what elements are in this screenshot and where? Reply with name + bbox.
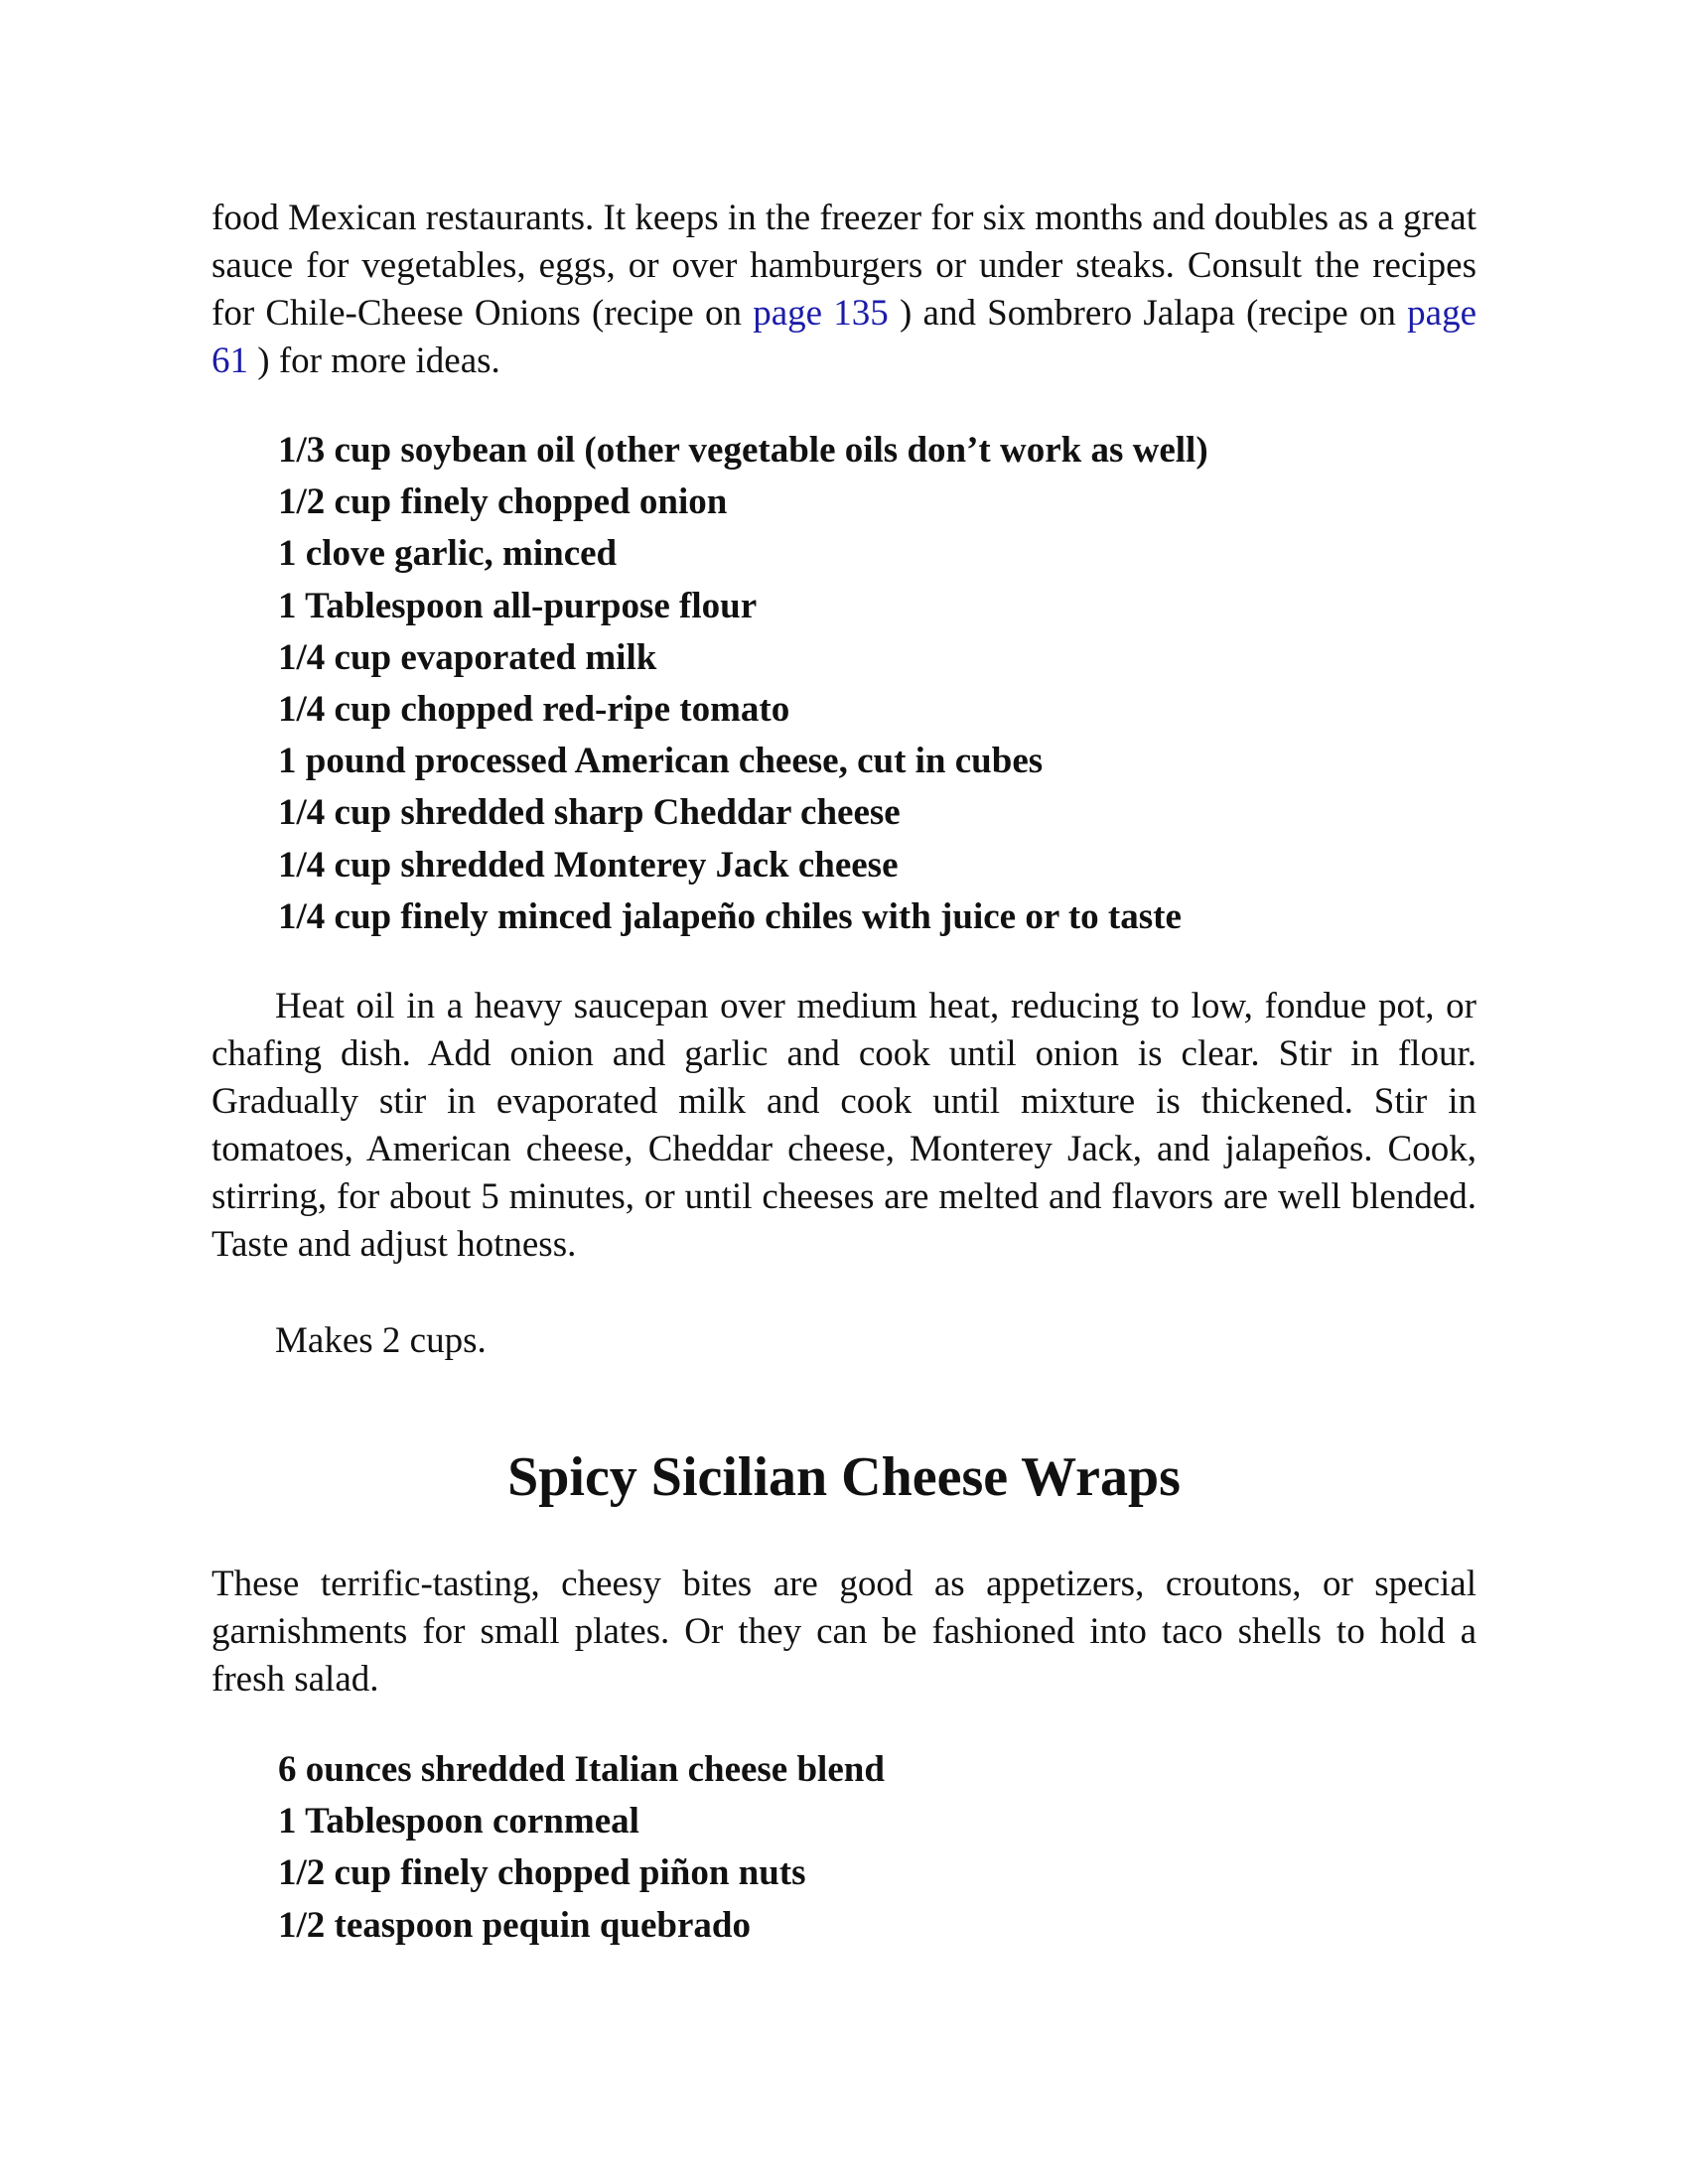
recipe-intro-paragraph: These terrific-tasting, cheesy bites are good as appetizers, croutons, or special garnishments for small plates. Or they can be fashioned into taco shells to hold a fresh salad. bbox=[211, 1564, 1477, 1701]
ingredient-item: 1/4 cup shredded Monterey Jack cheese bbox=[278, 844, 899, 886]
yield-text: Makes 2 cups. bbox=[275, 1320, 487, 1362]
intro-paragraph bbox=[211, 195, 1477, 385]
method-paragraph: Heat oil in a heavy saucepan over medium heat, reducing to low, fondue pot, or chafing dish. Add onion and garlic and cook until onion is clear. Stir in flour. Gradually stir in evaporated milk and cook until mixture is thickened. Stir in tomatoes, American cheese, Cheddar cheese, Monterey Jack, and jalapeños. Cook, stirring, for about 5 minutes, or until cheeses are melted and flavors are well blended. Taste and adjust hotness. bbox=[211, 986, 1477, 1266]
ingredient-item: 1/2 cup finely chopped piñon nuts bbox=[278, 1852, 806, 1894]
ingredient-item: 1/4 cup finely minced jalapeño chiles with juice or to taste bbox=[278, 895, 1182, 937]
intro-text-3: ) for more ideas. bbox=[248, 341, 500, 381]
document-page bbox=[211, 195, 1477, 1952]
page-135-link[interactable]: page 135 bbox=[753, 293, 889, 334]
ingredient-item: 1/2 teaspoon pequin quebrado bbox=[278, 1904, 751, 1946]
ingredient-item: 1/4 cup evaporated milk bbox=[278, 636, 657, 678]
ingredient-item: 1/4 cup shredded sharp Cheddar cheese bbox=[278, 792, 901, 834]
ingredient-list bbox=[211, 425, 1477, 943]
ingredient-item: 1/4 cup chopped red-ripe tomato bbox=[278, 689, 790, 731]
ingredient-item: 1 Tablespoon all-purpose flour bbox=[278, 585, 758, 626]
intro-text-1: food Mexican restaurants. It keeps in the freezer for six months and doubles as a great sauce for vegetables, eggs, or over hamburgers or under steaks. Consult the recipes for Chile-Cheese Onions (recipe on bbox=[211, 198, 1477, 334]
ingredient-item: 1 pound processed American cheese, cut in cubes bbox=[278, 741, 1044, 782]
intro-text-2: ) and Sombrero Jalapa (recipe on bbox=[888, 293, 1408, 334]
ingredient-item: 1/3 cup soybean oil (other vegetable oils don’t work as well) bbox=[278, 430, 1208, 471]
ingredient-item: 1 Tablespoon cornmeal bbox=[278, 1801, 639, 1843]
ingredient-item: 1 clove garlic, minced bbox=[278, 533, 618, 575]
ingredient-item: 1/2 cup finely chopped onion bbox=[278, 481, 728, 523]
recipe-title: Spicy Sicilian Cheese Wraps bbox=[507, 1446, 1181, 1509]
ingredient-item: 6 ounces shredded Italian cheese blend bbox=[278, 1749, 885, 1791]
ingredient-list-2 bbox=[211, 1744, 1477, 1952]
page-61-link[interactable]: page 61 bbox=[211, 293, 1477, 381]
